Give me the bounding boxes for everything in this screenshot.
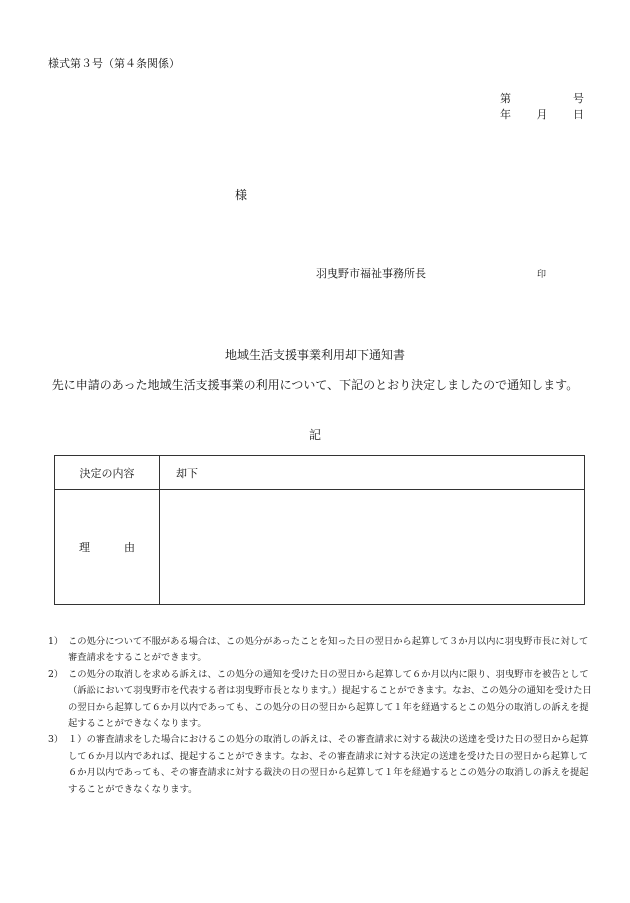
note-number: 1） [48,636,64,647]
note-item [48,634,593,667]
document-number [500,90,584,106]
note-text: この処分の取消しを求める訴えは、この処分の通知を受けた日の翌日から起算して６か月以内に限り、羽曳野市を被告として（訴訟において羽曳野市を代表する者は羽曳野市長となります。）提起することができます。なお、この処分の通知を受けた日の翌日から起算して６か月以内であっても、この処分の日の翌日から起算して１年を経過するとこの処分の取消しの訴えを提起することができなくなります。 [68,668,592,730]
reason-row [55,490,585,605]
doc-number-suffix: 号 [573,92,584,105]
issue-date [500,106,584,122]
reason-label-char-1: 理 [79,541,90,554]
seal-mark: 印 [537,270,547,280]
reason-label [79,539,135,555]
reason-label-char-2: 由 [124,541,135,554]
note-text: １）の審査請求をした場合におけるこの処分の取消しの訴えは、その審査請求に対する裁決の送達を受けた日の翌日から起算して６か月以内であれば、提起することができます。なお、その審査請求に対する決定の送達を受けた日の翌日から起算して６か月以内であっても、その審査請求に対する裁決の日の翌日から起算して１年を経過するとこの処分の取消しの訴えを提起することができなくなります。 [68,734,589,795]
note-text: この処分について不服がある場合は、この処分があったことを知った日の翌日から起算して３か月以内に羽曳野市長に対して審査請求をすることができます。 [68,636,589,664]
issuer-name: 羽曳野市福祉事務所長 [316,267,426,280]
decision-table [54,455,585,605]
decision-row [55,456,585,490]
note-number: 2） [48,668,64,680]
decision-label: 決定の内容 [55,456,160,490]
recipient-honorific: 様 [235,188,248,202]
note-item [48,667,593,733]
ki-heading: 記 [308,428,321,442]
form-identifier: 様式第３号（第４条関係） [48,57,180,70]
intro-text: 先に申請のあった地域生活支援事業の利用について、下記のとおり決定しましたので通知します。 [51,378,579,392]
note-number: 3） [48,734,64,746]
notes-section [48,634,593,798]
note-item [48,732,593,798]
reason-value [160,490,585,605]
reason-label-cell [55,490,160,605]
date-month: 月 [536,108,548,121]
document-title: 地域生活支援事業利用却下通知書 [224,348,405,362]
date-day: 日 [573,108,584,121]
doc-number-prefix: 第 [500,92,511,105]
decision-value: 却下 [160,456,585,490]
date-year: 年 [500,108,511,121]
